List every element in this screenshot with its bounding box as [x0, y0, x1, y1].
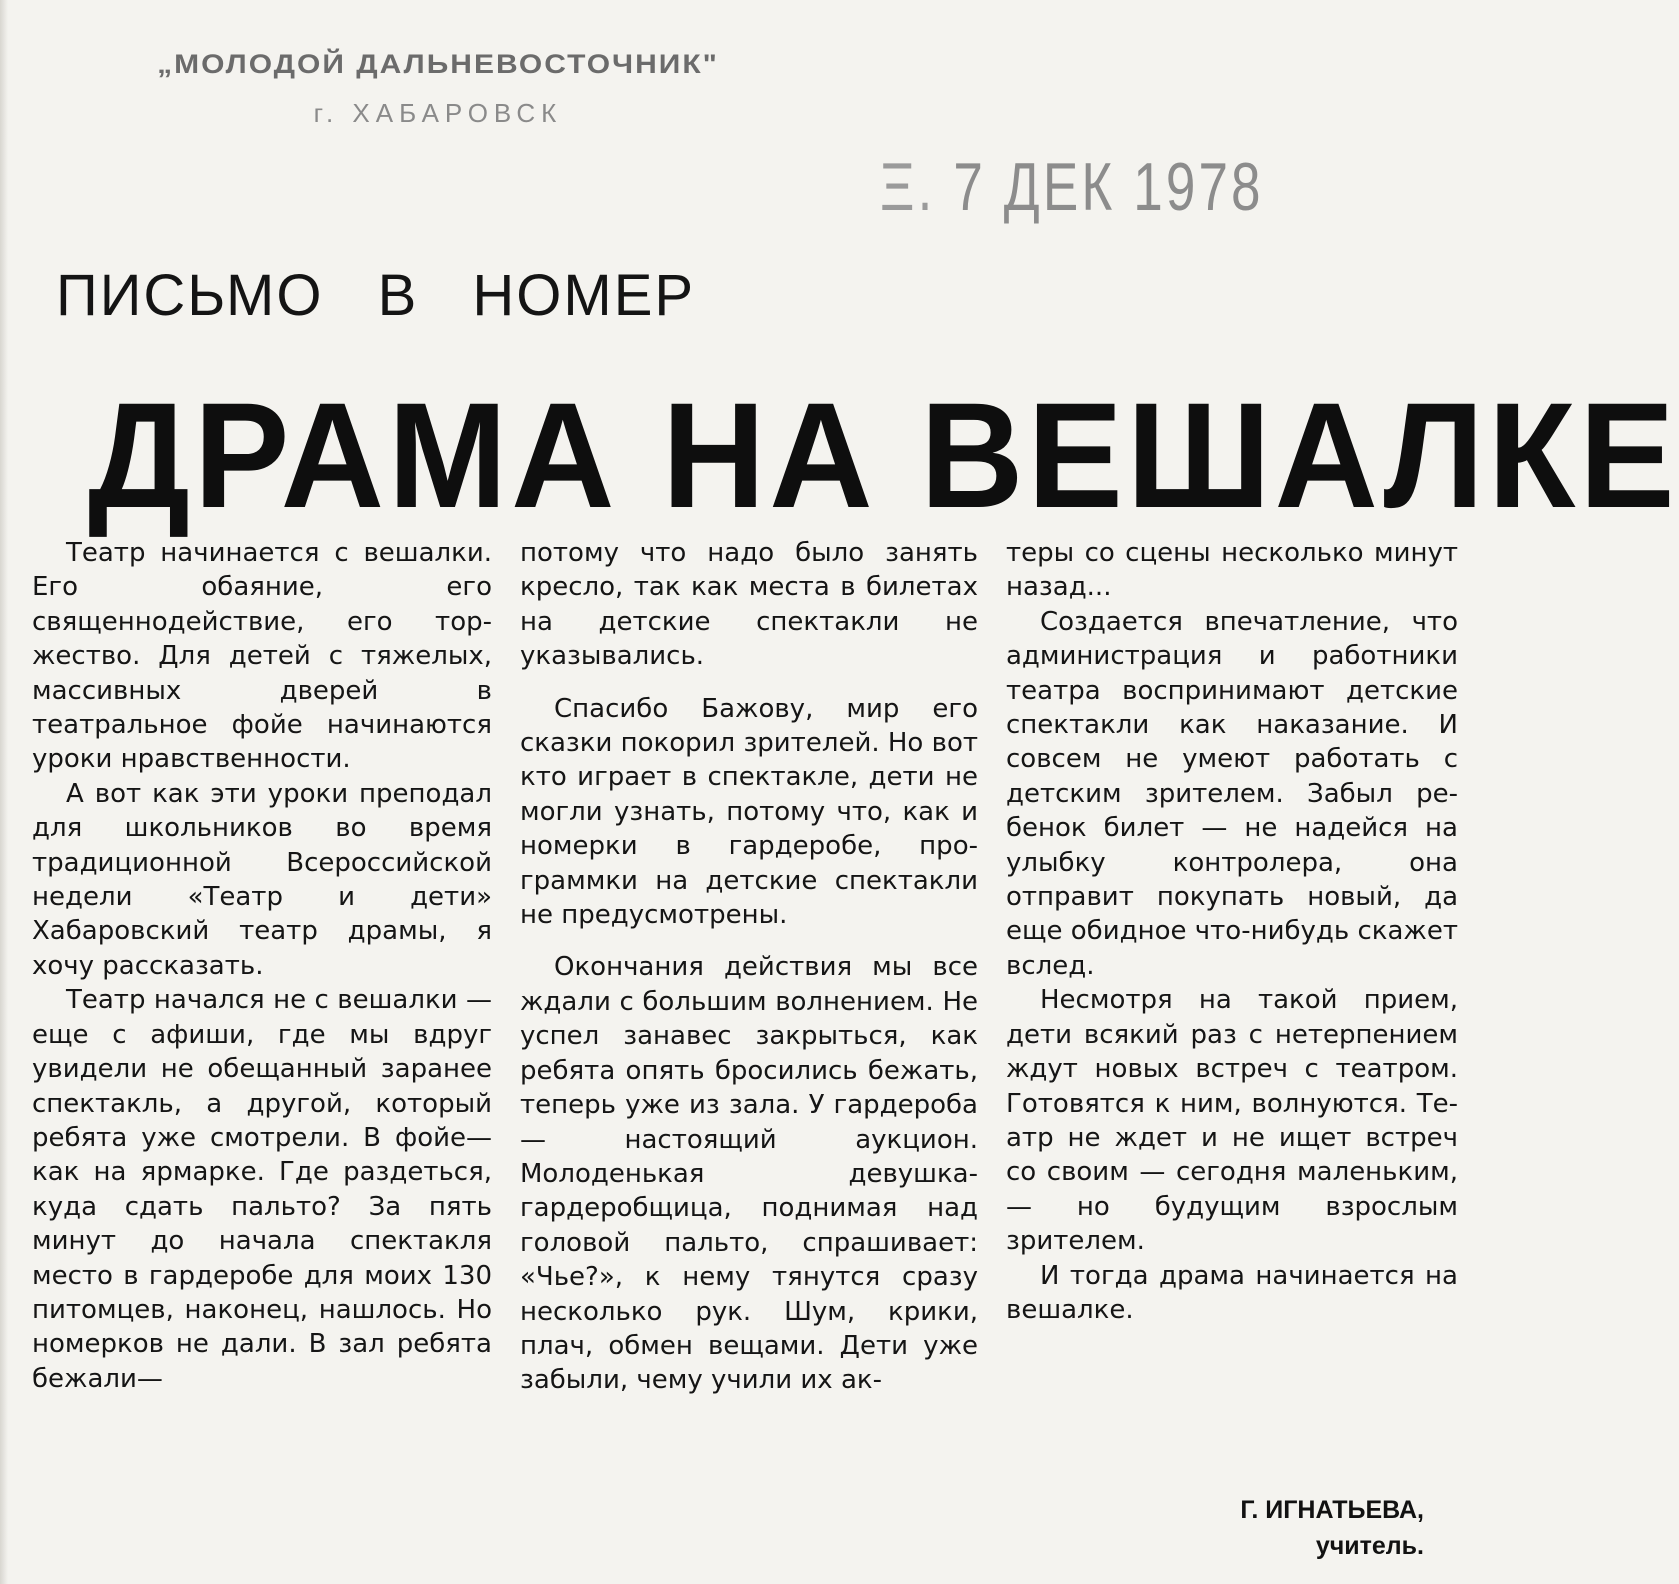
author-role: учитель. — [1315, 1532, 1424, 1560]
article-column-2 — [520, 536, 978, 1398]
rubric-heading: ПИСЬМО В НОМЕР — [56, 263, 696, 328]
paragraph: Театр начинается с вешалки. Его обаяние, его священнодействие, его торжество. Для детей с тяжелых, массивных дверей в театральное фойе начинаются уроки нравственности. — [32, 538, 492, 775]
article-column-1 — [32, 536, 492, 1396]
newspaper-name: „МОЛОДОЙ ДАЛЬНЕВОСТОЧНИК" — [157, 49, 719, 80]
newspaper-city: г. ХАБАРОВСК — [313, 98, 563, 128]
article-headline: ДРАМА НА ВЕШАЛКЕ — [88, 371, 1679, 539]
article-column-3 — [1006, 536, 1458, 1327]
paragraph: Спасибо Бажову, мир его сказки покорил зрителей. Но вот кто играет в спектакле, дети не могли узнать, потому что, как и номерки в гардеробе, программки на детские спектакли не предусмотрены. — [520, 693, 978, 931]
paragraph: Окончания действия мы все ждали с большим волнением. Не успел занавес закрыться, как ребята опять бросились бежать, теперь уже из зала. У гардероба — настоящий аукцион. Молоденькая девушка-гардеробщица, поднимая над головой пальто, спрашивает: «Чье?», к нему тянутся сразу несколько рук. Шум, крики, плач, обмен вещами. Дети уже забыли, чему учили их ак- — [520, 952, 978, 1396]
article-body — [0, 536, 1504, 1556]
paragraph: А вот как эти уроки преподал для школьников во время традиционной Всероссийской недели «Театр и дети» Хабаровский театр драмы, я хочу рассказать. — [32, 778, 492, 981]
paragraph: теры со сцены несколько минут назад... — [1006, 538, 1458, 603]
paragraph: Несмотря на такой прием, дети всякий раз с нетерпением ждут новых встреч с театром. Готовятся к ним, волнуются. Театр не ждет и не ищет встреч со своим — сегодня маленьким, — но будущим взрослым зрителем. — [1006, 985, 1458, 1257]
newspaper-masthead — [118, 48, 758, 129]
date-stamp-text: 7 ДЕК 1978 — [953, 149, 1264, 225]
author-signature — [1006, 1492, 1424, 1564]
paragraph: потому что надо было занять кресло, так как места в билетах на детские спектакли не указывались. — [520, 538, 978, 672]
paragraph: Создается впечатление, что администрация и работники театра воспринимают детские спектакли как наказание. И совсем не умеют работать с детским зрителем. Забыл ребенок билет — не надейся на улыбку контролера, она отправит покупать новый, да еще обидное что-нибудь скажет вслед. — [1006, 606, 1458, 981]
author-name: Г. ИГНАТЬЕВА, — [1240, 1496, 1424, 1524]
paragraph: И тогда драма начинается на вешалке. — [1006, 1260, 1458, 1325]
date-stamp — [880, 148, 1264, 226]
stamp-mark-icon: Ξ. — [880, 149, 936, 225]
paragraph: Театр начался не с вешалки — еще с афиши, где мы вдруг увидели не обещанный заранее спектакль, а другой, который ребята уже смотрели. В фойе—как на ярмарке. Где раздеться, куда сдать пальто? За пять минут до начала спектакля место в гардеробе для моих 130 питомцев, наконец, нашлось. Но номерков не дали. В зал ребята бежали— — [32, 985, 492, 1394]
